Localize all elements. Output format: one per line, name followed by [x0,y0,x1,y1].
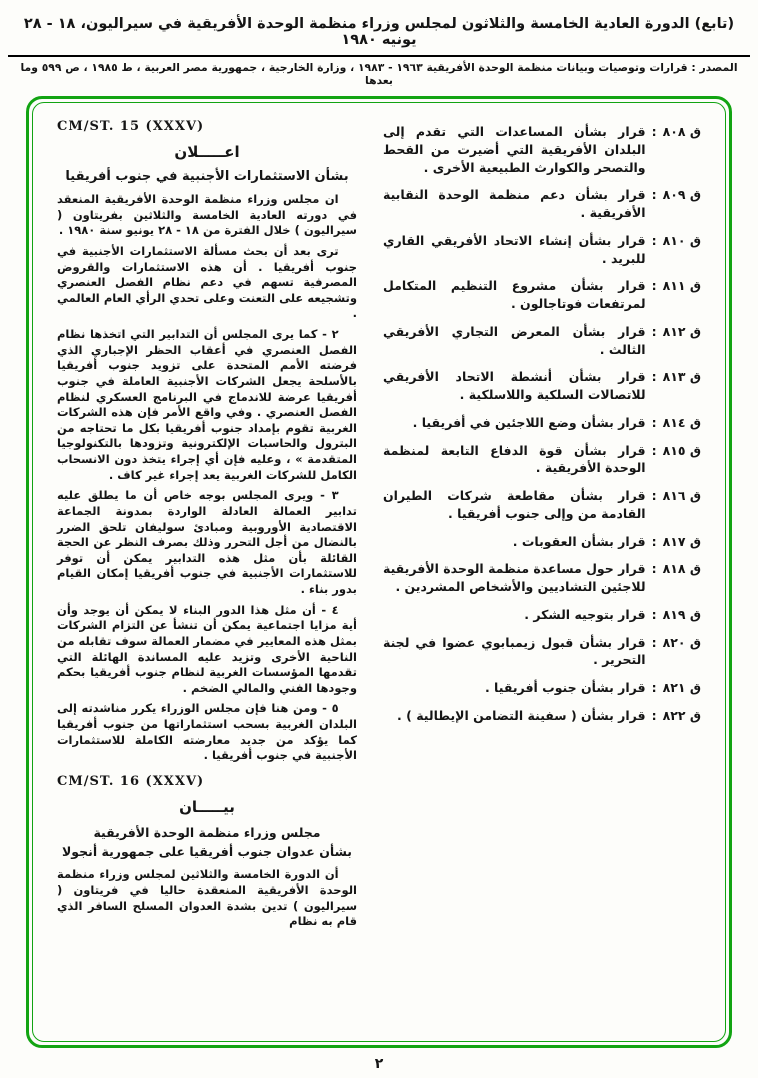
resolution-item [383,323,701,359]
two-column-layout [57,119,701,1031]
resolution-text: قرار بشأن مقاطعة شركات الطيران القادمة من وإلى جنوب أفريقيا . [383,488,646,521]
resolution-text: قرار بشأن المساعدات التي تقدم إلى البلدان الأفريقية التي أضيرت من القحط والتصحر والكوارث الطبيعية الأخرى . [383,124,646,175]
resolution-item [383,442,701,478]
resolution-number: ق ٨٢٢ [662,707,701,723]
resolution-item [383,123,701,176]
statement-section [57,774,357,930]
statement-doc-ref: CM/ST. 16 (XXXV) [57,773,205,789]
resolution-number: ق ٨١٣ [662,369,701,385]
declaration-column [57,119,357,1031]
resolution-item [383,186,701,222]
resolution-separator: : [651,278,657,294]
declaration-paragraph: ٤ - أن مثل هذا الدور البناء لا يمكن أن يوجد وأن أية مزايا اجتماعية يمكن أن تنشأ عن التزام الشركات بمثل هذه المعايير في مضمار العمالة سوف تقابله من الناحية الأخرى وتزيد عليه المساندة الهائلة التي تقدمها المؤسسات الغربية لنظام جنوب أفريقيا بحكم وجودها الفني والمالي الضخم . [57,602,357,695]
resolution-separator: : [651,488,657,503]
resolution-item [383,606,701,624]
resolution-text: قرار بشأن قوة الدفاع التابعة لمنظمة الوحدة الأفريقية . [383,442,646,476]
resolution-separator: : [651,323,657,339]
resolution-separator: : [651,606,657,622]
content-frame-inner [32,102,726,1042]
declaration-paragraph: ٥ - ومن هنا فإن مجلس الوزراء يكرر مناشدته إلى البلدان الغربية بسحب استثماراتها من جنوب أفريقيا كما يؤكد من جديد معارضته الكاملة للاستثمارات الأجنبية في جنوب أفريقيا . [57,701,357,763]
resolution-number: ق ٨٢٠ [662,634,701,650]
resolution-number: ق ٨٠٩ [662,187,701,203]
resolution-text: قرار بشأن العقوبات . [512,533,646,549]
header-session-title: (تابع) الدورة العادية الخامسة والثلاثون لمجلس وزراء منظمة الوحدة الأفريقية في سيراليون، ١٨ - ٢٨ يونيه ١٩٨٠ [23,16,735,48]
resolution-number: ق ٨١٨ [662,561,701,577]
resolution-separator: : [651,124,657,139]
resolution-text: قرار بشأن أنشطة الاتحاد الأفريقي للاتصالات السلكية واللاسلكية . [383,369,646,402]
declaration-doc-ref: CM/ST. 15 (XXXV) [57,119,205,134]
page-footer [0,1056,758,1072]
content-frame [26,96,732,1048]
resolution-text: قرار بشأن ( سفينة التضامن الإيطالية ) . [397,707,646,723]
resolution-text: قرار بتوجيه الشكر . [524,606,646,622]
declaration-title: اعـــــلان [174,143,240,161]
resolution-number: ق ٨٢١ [662,680,701,695]
resolution-item [383,679,701,697]
resolution-item [383,277,701,313]
resolution-text: قرار حول مساعدة منظمة الوحدة الأفريقية للاجئين التشاديين والأشخاص المشردين . [383,561,646,594]
resolution-item [383,560,701,596]
resolution-text: قرار بشأن إنشاء الاتحاد الأفريقي القاري للبريد . [383,232,646,266]
resolution-number: ق ٨١١ [662,278,701,294]
declaration-paragraph: ان مجلس وزراء منظمة الوحدة الأفريقية المنعقد في دورته العادية الخامسة والثلاثين بفريتاون ( سيراليون ) خلال الفترة من ١٨ - ٢٨ يونيو سنة ١٩٨٠ . [57,192,357,238]
resolution-separator: : [651,561,657,577]
resolution-number: ق ٨١٦ [662,488,701,503]
statement-title: بيـــــان [179,797,235,816]
resolution-number: ق ٨١٤ [662,414,701,430]
resolution-separator: : [651,707,657,723]
resolution-number: ق ٨٠٨ [662,124,701,139]
statement-heading-line1: مجلس وزراء منظمة الوحدة الأفريقية [93,824,321,840]
resolution-text: قرار بشأن وضع اللاجئين في أفريقيا . [412,414,646,430]
resolution-item [383,368,701,404]
header-source-line: المصدر : قرارات وتوصيات وبيانات منظمة الوحدة الأفريقية ١٩٦٣ - ١٩٨٣ ، وزارة الخارجية ، جمهورية مصر العربية ، ط ١٩٨٥ ، ص ٥٩٩ وما بعدها [20,61,738,87]
resolution-number: ق ٨١٠ [662,232,701,248]
resolution-number: ق ٨١٧ [662,533,701,549]
page-header [0,0,758,87]
declaration-paragraph: ترى بعد أن بحث مسألة الاستثمارات الأجنبية في جنوب أفريقيا . أن هذه الاستثمارات والقروض المصرفية تسهم في دعم نظام الفصل العنصري وتشجيعه على التعنت وعلى تحدي الرأي العام العالمي . [57,243,357,321]
resolution-separator: : [651,414,657,430]
resolution-item [383,634,701,670]
resolution-number: ق ٨١٢ [662,323,701,339]
declaration-paragraph: ٢ - كما يرى المجلس أن التدابير التي اتخذها نظام الفصل العنصري في أعقاب الحظر الإجباري الذي فرضته الأمم المتحدة على تزويد جنوب أفريقيا بالأسلحة يجعل الشركات الأجنبية العاملة في جنوب أفريقيا عرضة للاندماج في البرنامج العسكري لنظام الفصل العنصري . وفي واقع الأمر فإن هذه الشركات الغربية تقوم بإمداد جنوب أفريقيا بكل ما تحتاجه من البترول والحاسبات الإلكترونية وتزودها بالتكنولوجيا المتقدمة » ، وعليه فإن أي إجراء يتخذ دون الانسحاب الكامل للشركات الغربية يعد إجراء غير كاف . [57,327,357,482]
resolution-number: ق ٨١٥ [662,442,701,458]
resolution-item [383,414,701,432]
resolution-item [383,487,701,523]
resolution-separator: : [651,442,657,458]
header-divider [8,55,750,57]
resolution-item [383,533,701,551]
resolution-text: قرار بشأن دعم منظمة الوحدة النقابية الأفريقية . [383,187,646,220]
page-number: ٢ [374,1056,384,1072]
statement-heading-line2: بشأن عدوان جنوب أفريقيا على جمهورية أنجولا [62,843,352,859]
resolution-item [383,232,701,268]
resolution-separator: : [651,533,657,549]
resolution-item [383,707,701,725]
resolution-separator: : [651,680,657,695]
declaration-paragraph: ٣ - ويرى المجلس بوجه خاص أن ما يطلق عليه تدابير العمالة العادلة الواردة بمدونة الجماعة الاقتصادية الأوروبية ومبادئ سوليفان تلحق الضرر بالنضال من أجل التحرر وذلك بصرف النظر عن الحجة القائلة بأن مثل هذه التدابير يمكن أن توفر للاستثمارات الأجنبية في جنوب أفريقيا إمكان القيام بدور بناء . [57,488,357,596]
resolution-number: ق ٨١٩ [662,606,701,622]
resolution-text: قرار بشأن قبول زيمبابوي عضوا في لجنة التحرير . [383,634,646,668]
resolution-text: قرار بشأن مشروع التنظيم المتكامل لمرتفعات فوتاجالون . [383,278,646,311]
resolution-separator: : [651,634,657,650]
resolutions-column [383,119,701,1031]
statement-paragraph: أن الدورة الخامسة والثلاثين لمجلس وزراء منظمة الوحدة الأفريقية المنعقدة حاليا في فريتاون ( سيراليون ) تدين بشدة العدوان المسلح السافر الذي قام به نظام [57,867,357,929]
resolution-separator: : [651,232,657,248]
resolution-text: قرار بشأن المعرض التجاري الأفريقي الثالث . [383,323,646,357]
declaration-subtitle: بشأن الاستثمارات الأجنبية في جنوب أفريقيا [65,169,349,184]
resolution-separator: : [651,369,657,385]
resolution-text: قرار بشأن جنوب أفريقيا . [484,680,646,695]
resolution-separator: : [651,187,657,203]
